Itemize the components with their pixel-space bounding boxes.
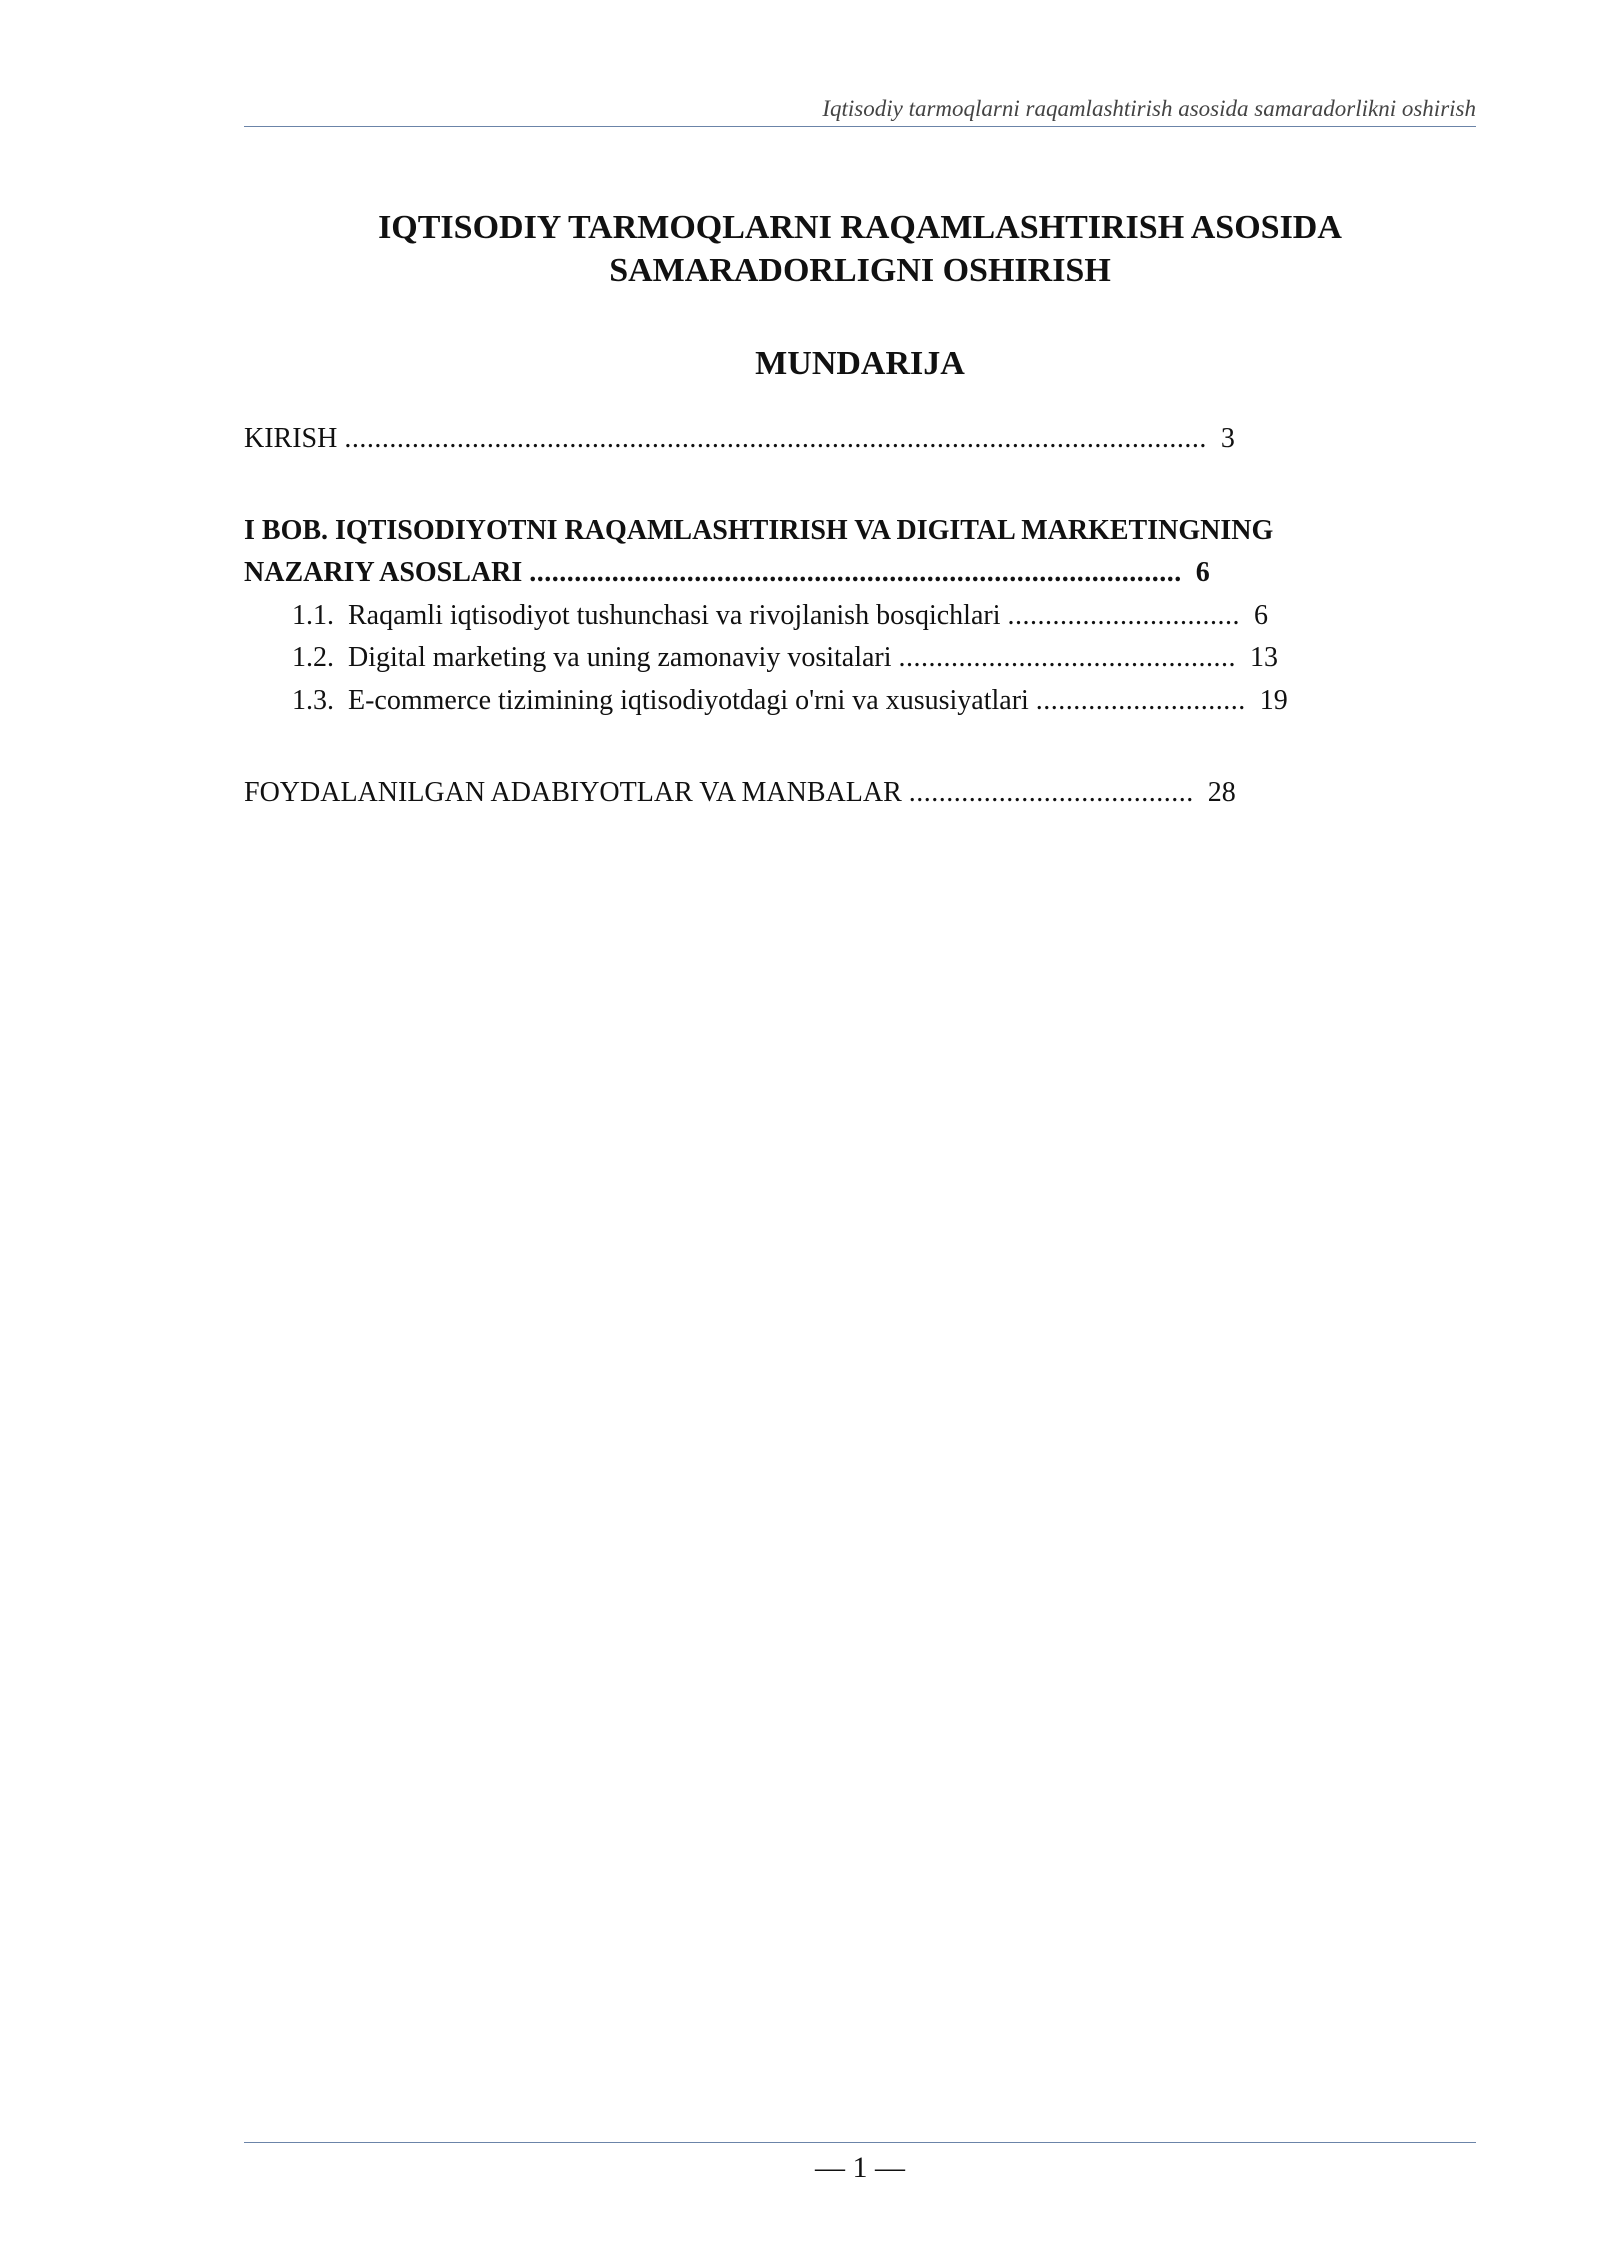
toc-entry-intro[interactable]	[244, 422, 1235, 456]
toc-entry-label: Raqamli iqtisodiyot tushunchasi va rivojlanish bosqichlari	[348, 600, 1001, 631]
toc-entry-label: KIRISH	[244, 423, 338, 454]
toc-entry-label: E-commerce tizimining iqtisodiyotdagi o'rni va xususiyatlari	[348, 685, 1029, 716]
running-header: Iqtisodiy tarmoqlarni raqamlashtirish asosida samaradorlikni oshirish	[822, 96, 1476, 121]
toc-leader-dots: ......................................	[908, 777, 1194, 808]
toc-leader-dots: ............................	[1035, 685, 1246, 716]
document-title-line-1: IQTISODIY TARMOQLARNI RAQAMLASHTIRISH ASOSIDA	[378, 209, 1342, 246]
document-title	[244, 206, 1476, 292]
footer-rule	[244, 2142, 1476, 2143]
toc-entry-section-1-1[interactable]	[292, 599, 1268, 633]
toc-page-number: 28	[1207, 777, 1236, 808]
toc-leader-dots: .............................................	[898, 642, 1237, 673]
toc-section-number: 1.1.	[292, 600, 334, 631]
toc-leader-dots: ...............................	[1007, 600, 1240, 631]
toc-entry-chapter-1[interactable]	[244, 514, 1273, 548]
toc-entry-label: FOYDALANILGAN ADABIYOTLAR VA MANBALAR	[244, 777, 902, 808]
toc-page-number: 3	[1220, 423, 1235, 454]
toc-chapter-line-1: I BOB. IQTISODIYOTNI RAQAMLASHTIRISH VA DIGITAL MARKETINGNING	[244, 515, 1274, 546]
toc-entry-label: NAZARIY ASOSLARI	[244, 557, 523, 588]
page-number: — 1 —	[815, 2151, 905, 2184]
toc-entry-chapter-1-cont[interactable]	[244, 556, 1210, 590]
toc-section-number: 1.3.	[292, 685, 334, 716]
toc-entry-section-1-2[interactable]	[292, 641, 1278, 675]
toc-leader-dots: ...................................................................................................................	[344, 423, 1207, 454]
toc-entry-label: Digital marketing va uning zamonaviy vositalari	[348, 642, 892, 673]
header-rule	[244, 126, 1476, 127]
document-title-line-2: SAMARADORLIGNI OSHIRISH	[609, 252, 1111, 289]
toc-heading: MUNDARIJA	[755, 345, 965, 382]
toc-leader-dots: .......................................................................................	[529, 557, 1182, 588]
toc-page-number: 6	[1195, 557, 1210, 588]
toc-entry-section-1-3[interactable]	[292, 684, 1288, 718]
toc-page-number: 13	[1250, 642, 1279, 673]
toc-page-number: 6	[1253, 600, 1268, 631]
toc-entry-references[interactable]	[244, 776, 1236, 810]
toc-section-number: 1.2.	[292, 642, 334, 673]
toc-page-number: 19	[1259, 685, 1288, 716]
